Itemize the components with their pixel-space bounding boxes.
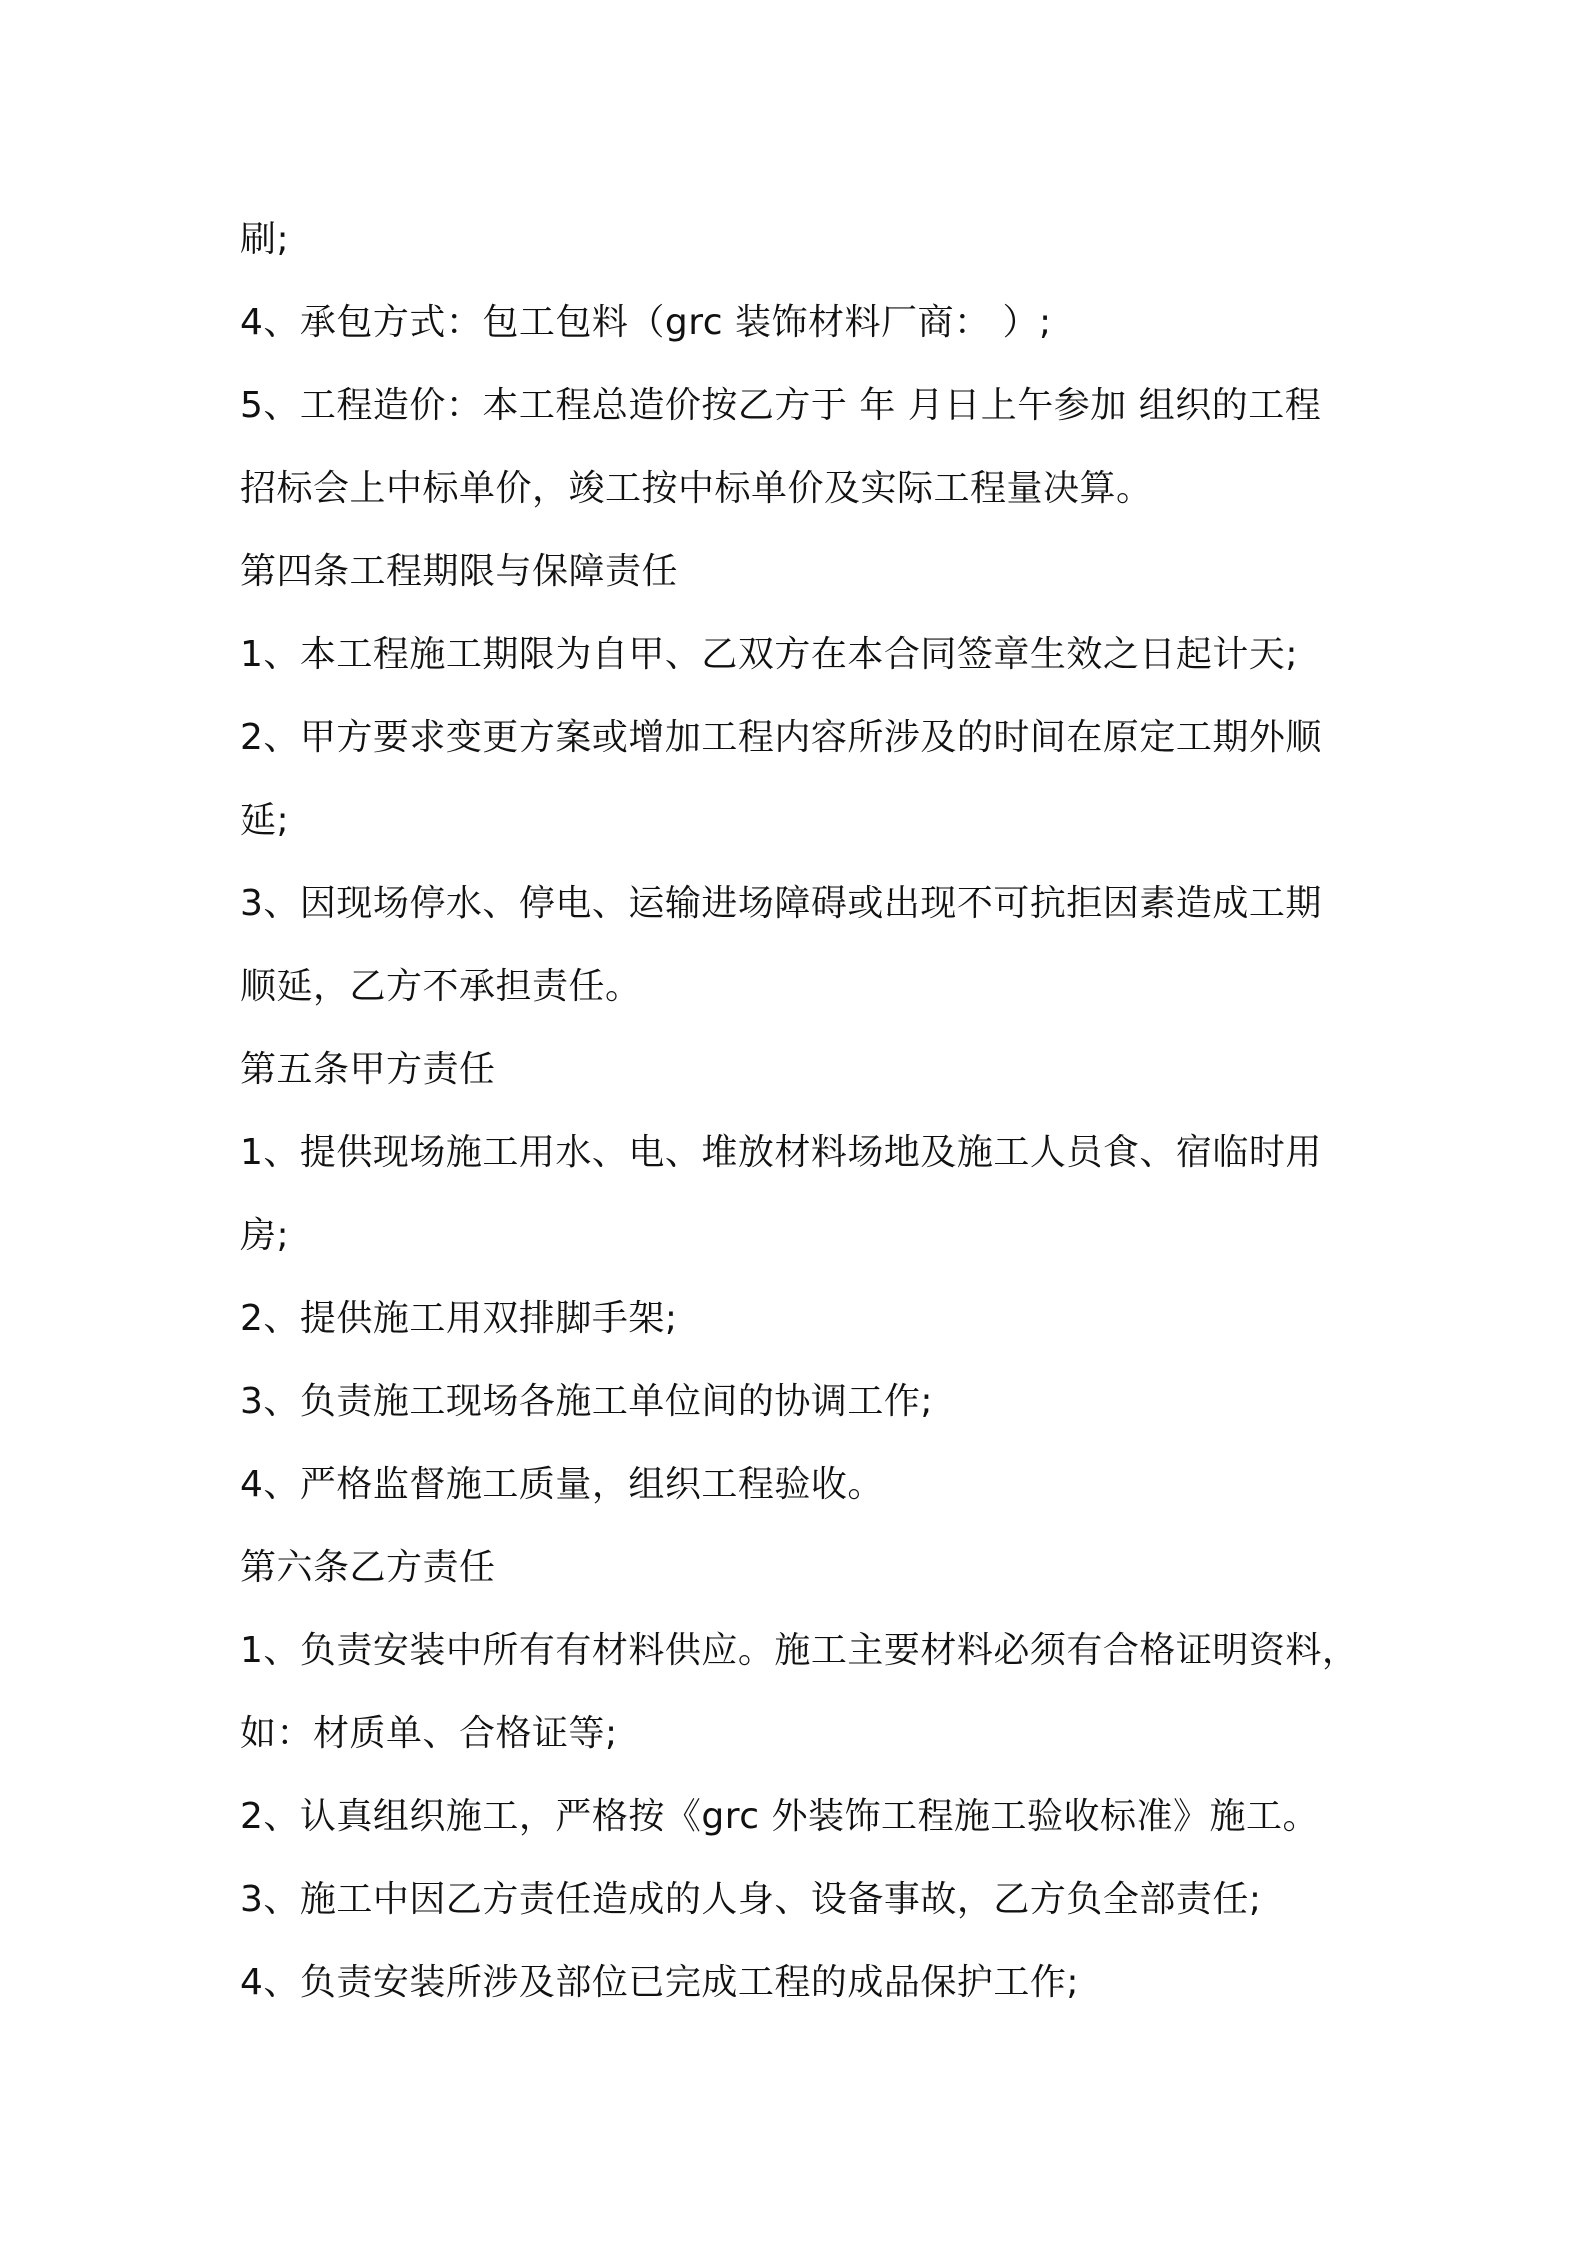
text-line: 刷; xyxy=(240,219,290,260)
text-line: 3、负责施工现场各施工单位间的协调工作; xyxy=(240,1381,934,1422)
text-line: 1、本工程施工期限为自甲、乙双方在本合同签章生效之日起计天; xyxy=(240,634,1299,675)
text-line: 1、负责安装中所有有材料供应。施工主要材料必须有合格证明资料， xyxy=(240,1630,1359,1671)
text-line: 4、严格监督施工质量，组织工程验收。 xyxy=(240,1464,884,1505)
text-line: 3、施工中因乙方责任造成的人身、设备事故，乙方负全部责任; xyxy=(240,1879,1262,1920)
document-body xyxy=(240,198,1380,2024)
section-heading: 第四条工程期限与保障责任 xyxy=(240,551,679,592)
text-line: 5、工程造价：本工程总造价按乙方于 年 月日上午参加 组织的工程 xyxy=(240,385,1322,426)
text-line: 3、因现场停水、停电、运输进场障碍或出现不可抗拒因素造成工期 xyxy=(240,883,1322,924)
text-line: 延; xyxy=(240,800,290,841)
text-line: 2、甲方要求变更方案或增加工程内容所涉及的时间在原定工期外顺 xyxy=(240,717,1322,758)
text-line: 4、承包方式：包工包料（grc 装饰材料厂商： ）; xyxy=(240,302,1052,343)
text-line: 招标会上中标单价，竣工按中标单价及实际工程量决算。 xyxy=(240,468,1153,509)
text-line: 4、负责安装所涉及部位已完成工程的成品保护工作; xyxy=(240,1962,1080,2003)
section-heading: 第六条乙方责任 xyxy=(240,1547,496,1588)
text-line: 顺延，乙方不承担责任。 xyxy=(240,966,642,1007)
text-line: 2、提供施工用双排脚手架; xyxy=(240,1298,678,1339)
text-line: 如：材质单、合格证等; xyxy=(240,1713,618,1754)
text-line: 1、提供现场施工用水、电、堆放材料场地及施工人员食、宿临时用 xyxy=(240,1132,1322,1173)
text-line: 房; xyxy=(240,1215,290,1256)
text-line: 2、认真组织施工，严格按《grc 外装饰工程施工验收标准》施工。 xyxy=(240,1796,1320,1837)
section-heading: 第五条甲方责任 xyxy=(240,1049,496,1090)
